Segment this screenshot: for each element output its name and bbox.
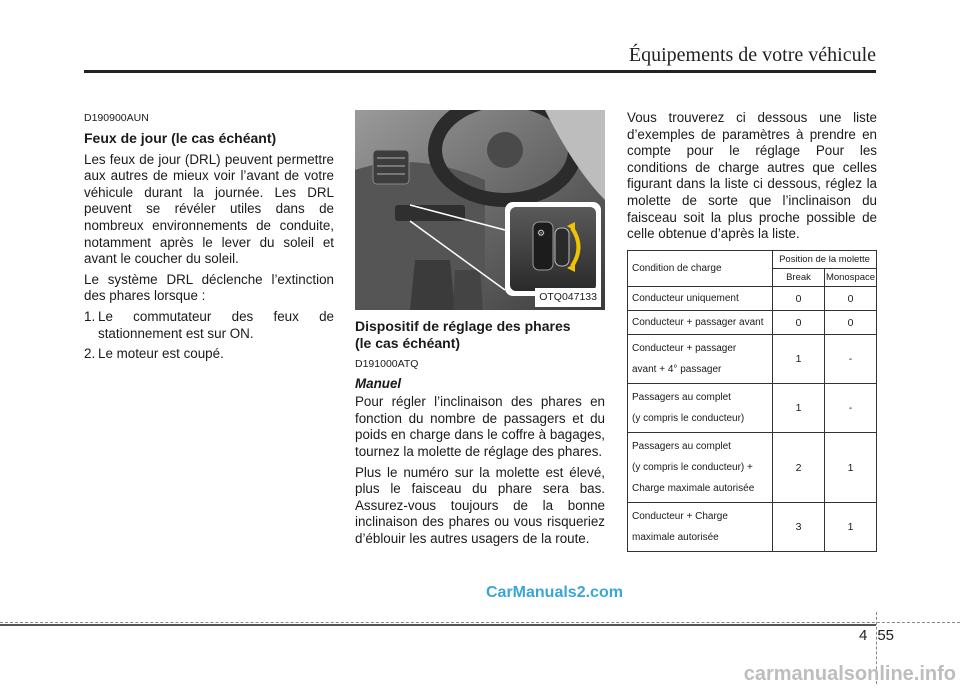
condition-line: Conducteur uniquement	[632, 293, 739, 304]
row-break-value: 3	[773, 503, 825, 552]
headlight-leveling-photo	[355, 110, 605, 310]
row-monospace-value: 0	[825, 287, 877, 311]
row-break-value: 2	[773, 433, 825, 503]
paragraph-load-examples: Vous trouverez ci dessous une liste d’exemples de paramètres à prendre en compte pour le réglage Pour les conditions de charge autres que celles figurant dans la liste ci dessous, réglez la molette de sorte que l’inclinaison du faisceau soit la plus proche possible de celle obtenue d’après la liste.	[627, 110, 877, 242]
site-watermark: carmanualsonline.info	[743, 663, 956, 685]
row-condition	[628, 311, 773, 335]
row-condition	[628, 335, 773, 384]
condition-line: Passagers au complet	[632, 392, 731, 403]
condition-line: Conducteur + passager avant	[632, 317, 764, 328]
page-number	[859, 627, 894, 644]
condition-line: avant + 4° passager	[632, 364, 722, 375]
row-condition	[628, 433, 773, 503]
right-column	[627, 110, 877, 247]
condition-line: Charge maximale autorisée	[632, 483, 755, 494]
table-row	[628, 503, 877, 552]
condition-line: maximale autorisée	[632, 532, 719, 543]
row-break-value: 0	[773, 287, 825, 311]
section-heading-headlight-leveling	[355, 318, 605, 352]
condition-line: (y compris le conducteur) +	[632, 462, 753, 473]
subheading-manual: Manuel	[355, 375, 402, 391]
load-condition-table	[627, 250, 877, 552]
row-monospace-value: 0	[825, 311, 877, 335]
row-break-value: 1	[773, 384, 825, 433]
section-code-leveling: D191000ATQ	[355, 358, 419, 370]
chapter-number: 4	[859, 627, 868, 644]
footer-rule	[0, 624, 876, 626]
carmanuals-watermark-link[interactable]: CarManuals2.com	[486, 584, 623, 601]
condition-line: Conducteur + passager	[632, 343, 737, 354]
row-condition	[628, 287, 773, 311]
page-header-title: Équipements de votre véhicule	[628, 44, 876, 66]
section-code-drl: D190900AUN	[84, 112, 149, 124]
paragraph-drl-condition: Le système DRL déclenche l’extinction des phares lorsque :	[84, 271, 334, 304]
dashboard-illustration	[355, 110, 605, 310]
row-condition	[628, 503, 773, 552]
row-monospace-value: 1	[825, 503, 877, 552]
table-row	[628, 311, 877, 335]
row-condition	[628, 384, 773, 433]
table-row	[628, 335, 877, 384]
paragraph-leveling-intro: Pour régler l’inclinaison des phares en fonction du nombre de passagers et du poids en charge dans le coffre à bagages, tournez la molette de réglage des phares.	[355, 394, 605, 459]
row-break-value: 1	[773, 335, 825, 384]
left-column	[84, 110, 334, 367]
footer-dashed-line	[0, 622, 960, 623]
row-break-value: 0	[773, 311, 825, 335]
section-heading-drl: Feux de jour (le cas échéant)	[84, 129, 277, 146]
row-monospace-value: -	[825, 335, 877, 384]
row-monospace-value: -	[825, 384, 877, 433]
list-item-text: Le commutateur des feux de stationnement est sur ON.	[98, 308, 334, 341]
paragraph-drl-intro: Les feux de jour (DRL) peuvent permettre aux autres de mieux voir l’avant de votre véhicule durant la journée. Les DRL peuvent se révéler utiles dans de nombreux environnements de conduite, notamment après le lever du soleil et avant le coucher du soleil.	[84, 151, 334, 267]
list-item-number: 1.	[84, 308, 96, 324]
svg-text:⚙: ⚙	[537, 229, 546, 239]
list-item-text: Le moteur est coupé.	[98, 346, 224, 362]
header-monospace: Monospace	[825, 269, 877, 287]
figure-label: OTQ047133	[535, 288, 601, 307]
header-condition: Condition de charge	[628, 251, 773, 287]
header-break: Break	[773, 269, 825, 287]
table-row	[628, 384, 877, 433]
list-item	[84, 346, 334, 363]
page-number-value: 55	[877, 627, 895, 644]
table-row	[628, 287, 877, 311]
header-position: Position de la molette	[773, 251, 877, 269]
table-header-row	[628, 251, 877, 269]
table-row	[628, 433, 877, 503]
row-monospace-value: 1	[825, 433, 877, 503]
header-rule	[84, 70, 876, 73]
heading-line: (le cas échéant)	[355, 335, 461, 351]
condition-line: (y compris le conducteur)	[632, 413, 745, 424]
paragraph-leveling-warning: Plus le numéro sur la molette est élevé, plus le faisceau du phare sera bas. Assurez-vous toujours de la bonne inclinaison des phares ou vous risqueriez d’éblouir les autres usagers de la route.	[355, 464, 605, 546]
condition-line: Conducteur + Charge	[632, 511, 728, 522]
condition-line: Passagers au complet	[632, 441, 731, 452]
heading-line: Dispositif de réglage des phares	[355, 318, 571, 334]
list-item	[84, 309, 334, 342]
middle-column	[355, 110, 605, 552]
list-item-number: 2.	[84, 346, 96, 362]
